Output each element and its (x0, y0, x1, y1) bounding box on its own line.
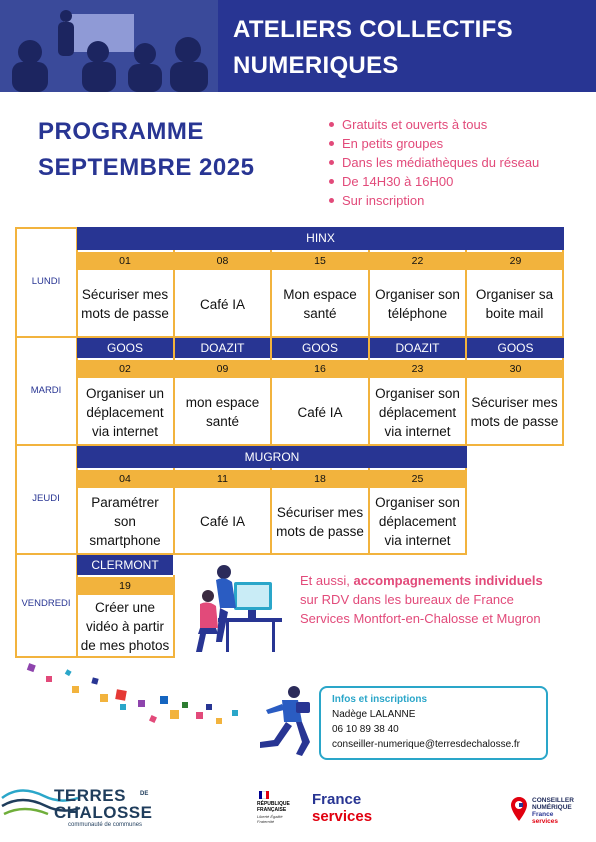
location-header-doazit: DOAZIT (370, 338, 465, 358)
program-title-line-2: SEPTEMBRE 2025 (38, 154, 255, 181)
location-header-doazit: DOAZIT (175, 338, 270, 358)
location-header-mugron: MUGRON (77, 446, 467, 468)
workshop-cell: Café IA (297, 404, 343, 420)
chalosse-word: CHALOSSE (54, 803, 153, 822)
date-cell: 16 (272, 360, 368, 378)
info-title: Infos et inscriptions (332, 694, 428, 705)
feature-item: Dans les médiathèques du réseau (327, 153, 587, 172)
program-title (38, 114, 308, 186)
location-pin-icon (510, 796, 528, 822)
cn-line-2: NUMÉRIQUE (532, 804, 572, 811)
workshop-cell: Créer une vidéo à partir de mes photos (80, 600, 170, 653)
date-cell: 30 (467, 360, 564, 378)
title-line-1: ATELIERS COLLECTIFS (233, 16, 513, 43)
feature-item: Gratuits et ouverts à tous (327, 115, 587, 134)
workshop-cell: Organiser un déplacement via internet (85, 385, 165, 439)
workshop-cell: Café IA (199, 514, 246, 529)
running-person-illustration (252, 684, 316, 758)
grid-line (465, 468, 467, 555)
contact-name: Nadège LALANNE (332, 709, 416, 720)
title-line-2: NUMERIQUES (233, 52, 399, 79)
contact-email[interactable]: conseiller-numerique@terresdechalosse.fr (332, 739, 521, 750)
day-label-jeudi: JEUDI (32, 493, 60, 504)
date-cell: 11 (175, 470, 270, 488)
location-header-clermont: CLERMONT (77, 555, 173, 575)
contact-phone[interactable]: 06 10 89 38 40 (332, 724, 399, 735)
grid-line (15, 656, 175, 658)
aussi-highlight: accompagnements individuels (353, 573, 543, 588)
cn-line-3: France (532, 811, 554, 818)
location-header-goos: GOOS (467, 338, 564, 358)
aussi-suffix: sur RDV dans les bureaux de France Services Montfort-en-Chalosse et Mugron (300, 592, 541, 626)
individual-support-text (300, 571, 550, 628)
date-cell: 18 (272, 470, 368, 488)
workshop-cell: Organiser son téléphone (375, 287, 460, 321)
workshop-cell: Organiser son déplacement via internet (375, 385, 460, 439)
conseiller-numerique-logo (532, 797, 574, 825)
date-cell: 04 (77, 470, 173, 488)
confetti-decoration (10, 660, 250, 740)
date-cell: 19 (77, 577, 173, 595)
contact-info-box (319, 686, 548, 760)
aussi-prefix: Et aussi, (300, 573, 354, 588)
date-cell: 23 (370, 360, 465, 378)
date-cell: 29 (467, 252, 564, 270)
people-computer-illustration (186, 562, 286, 657)
france-services-logo-france: France (312, 791, 362, 808)
workshop-cell: Paramétrer son smartphone (89, 495, 161, 548)
date-cell: 15 (272, 252, 368, 270)
date-cell: 25 (370, 470, 465, 488)
terres-de-word: DE (140, 791, 149, 797)
feature-item: De 14H30 à 16H00 (327, 172, 587, 191)
cn-line-4: services (532, 818, 559, 825)
terres-logo-text (54, 787, 152, 821)
features-list (327, 115, 587, 210)
workshop-cell: Organiser son déplacement via internet (375, 495, 460, 548)
day-label-mardi: MARDI (30, 385, 62, 396)
workshop-cell: mon espace santé (185, 395, 260, 429)
location-header-hinx: HINX (77, 227, 564, 250)
page-title (233, 12, 583, 84)
grid-line (15, 227, 77, 229)
terres-subtitle: communauté de communes (68, 822, 143, 828)
workshop-cell: Organiser sa boite mail (475, 287, 554, 321)
date-cell: 02 (77, 360, 173, 378)
rf-line-1: RÉPUBLIQUE (257, 801, 290, 807)
terres-word: TERRES (54, 786, 126, 805)
workshop-cell: Sécuriser mes mots de passe (470, 395, 559, 429)
rf-line-2: FRANÇAISE (257, 807, 287, 813)
date-cell: 01 (77, 252, 173, 270)
date-cell: 09 (175, 360, 270, 378)
rf-devise: Liberté Égalité Fraternité (257, 814, 283, 824)
republique-francaise-logo (257, 791, 297, 824)
feature-item: En petits groupes (327, 134, 587, 153)
location-header-goos: GOOS (77, 338, 173, 358)
day-label-lundi: LUNDI (31, 276, 61, 287)
rf-text (257, 801, 297, 813)
header-illustration (0, 0, 218, 92)
france-services-logo-services: services (312, 808, 373, 825)
grid-line (173, 575, 175, 658)
feature-item: Sur inscription (327, 191, 587, 210)
workshop-cell: Mon espace santé (283, 287, 357, 321)
grid-line (15, 227, 17, 658)
workshop-cell: Sécuriser mes mots de passe (276, 504, 364, 539)
workshop-cell: Café IA (199, 296, 246, 312)
cn-line-1: CONSEILLER (532, 797, 574, 804)
french-flag-icon (259, 791, 269, 799)
location-header-goos: GOOS (272, 338, 368, 358)
day-label-vendredi: VENDREDI (21, 598, 71, 609)
date-cell: 08 (175, 252, 270, 270)
workshop-cell: Sécuriser mes mots de passe (81, 287, 169, 321)
date-cell: 22 (370, 252, 465, 270)
program-title-line-1: PROGRAMME (38, 118, 204, 145)
